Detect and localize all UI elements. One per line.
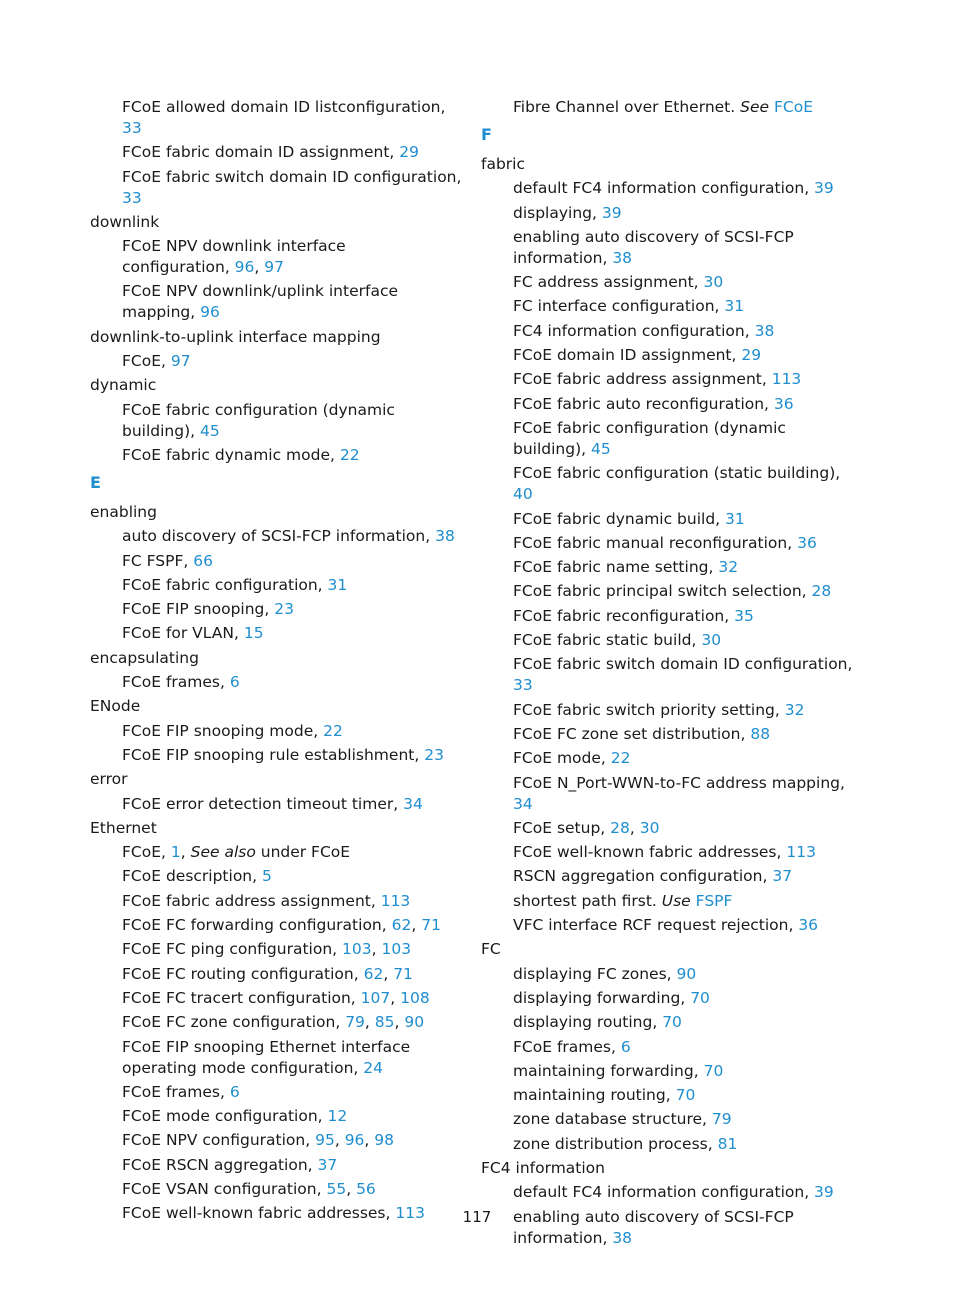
index-subentry: [513, 1061, 861, 1082]
index-term: [90, 696, 470, 717]
entry-text: ,: [383, 964, 394, 983]
index-subentry: [122, 526, 470, 547]
entry-text: displaying FC zones,: [513, 964, 677, 983]
entry-text: RSCN aggregation configuration,: [513, 867, 773, 886]
page-reference-link[interactable]: 36: [797, 533, 817, 552]
page-reference-link[interactable]: 45: [199, 421, 220, 440]
entry-text: enabling: [90, 502, 157, 521]
entry-text: zone distribution process,: [513, 1134, 718, 1153]
index-subentry: [513, 654, 861, 696]
entry-text: FCoE fabric switch domain ID configuration,: [122, 167, 462, 186]
page-reference-link[interactable]: 33: [513, 676, 533, 695]
index-subentry: [513, 915, 861, 936]
entry-text: FCoE well-known fabric addresses,: [513, 843, 787, 862]
page-reference-link[interactable]: 96: [234, 258, 255, 277]
page-reference-link[interactable]: 36: [773, 394, 794, 413]
page-reference-link[interactable]: 113: [771, 370, 802, 389]
entry-text: FCoE fabric address assignment,: [122, 891, 381, 910]
entry-text: FC: [481, 940, 501, 959]
page-reference-link[interactable]: 103: [381, 940, 412, 959]
page-reference-link[interactable]: 70: [675, 1086, 696, 1105]
page-reference-link[interactable]: 113: [786, 843, 816, 862]
page-reference-link[interactable]: 79: [345, 1013, 365, 1032]
index-subentry: [513, 866, 861, 887]
index-subentry: [122, 281, 452, 323]
entry-text: FCoE frames,: [122, 673, 230, 692]
index-subentry: [513, 1134, 861, 1155]
index-subentry: [513, 606, 861, 627]
entry-text: FCoE NPV configuration,: [122, 1131, 316, 1150]
index-subentry: [513, 321, 861, 342]
page-reference-link[interactable]: 96: [200, 303, 220, 322]
page-reference-link[interactable]: 71: [421, 916, 441, 935]
entry-text: FC interface configuration,: [513, 297, 725, 316]
index-subentry: [122, 794, 470, 815]
entry-text: FCoE for VLAN,: [122, 624, 244, 643]
index-subentry: [513, 178, 861, 199]
page-reference-link[interactable]: 1: [170, 843, 181, 862]
index-subentry: [513, 203, 861, 224]
index-subentry: [513, 394, 861, 415]
page-reference-link[interactable]: 45: [590, 439, 611, 458]
index-subentry: [122, 97, 470, 139]
entry-text: ENode: [90, 697, 141, 716]
index-subentry: [513, 227, 843, 269]
index-subentry: [513, 345, 861, 366]
index-subentry: [513, 630, 861, 651]
entry-text: ,: [254, 258, 265, 277]
index-subentry: [122, 445, 470, 466]
index-subentry: [513, 1037, 861, 1058]
entry-text: F: [481, 125, 492, 144]
entry-text: FCoE fabric principal switch selection,: [513, 582, 812, 601]
index-subentry: [513, 369, 861, 390]
page-reference-link[interactable]: 108: [400, 988, 430, 1007]
index-column-left: [90, 97, 470, 1228]
entry-text: encapsulating: [90, 648, 199, 667]
entry-text: Fibre Channel over Ethernet.: [513, 98, 741, 116]
index-subentry: [513, 891, 861, 912]
page-reference-link[interactable]: 70: [690, 988, 710, 1007]
index-term: [90, 502, 470, 523]
index-subentry: [122, 1130, 470, 1151]
entry-text: FCoE FIP snooping,: [122, 600, 275, 619]
page-reference-link[interactable]: 103: [342, 940, 372, 959]
entry-text: default FC4 information configuration,: [513, 179, 815, 198]
entry-text: FCoE NPV downlink interface configuration,: [122, 237, 346, 277]
page-reference-link[interactable]: 66: [193, 551, 213, 570]
index-subentry: [122, 988, 470, 1009]
entry-text: FC address assignment,: [513, 273, 704, 292]
entry-text: FCoE error detection timeout timer,: [122, 794, 404, 813]
page-reference-link[interactable]: 28: [610, 818, 630, 837]
index-subentry: [513, 1085, 861, 1106]
page-reference-link[interactable]: 81: [717, 1134, 738, 1153]
index-subentry: [513, 296, 861, 317]
index-subentry: [513, 97, 861, 118]
page-reference-link[interactable]: 79: [711, 1110, 732, 1129]
entry-text: auto discovery of SCSI-FCP information,: [122, 527, 436, 546]
index-subentry: [122, 915, 470, 936]
entry-text: enabling auto discovery of SCSI-FCP information,: [513, 227, 794, 267]
page-reference-link[interactable]: 38: [612, 1228, 633, 1247]
index-term: [90, 327, 470, 348]
entry-text: ,: [411, 916, 422, 935]
index-subentry: [122, 236, 452, 278]
entry-text: downlink: [90, 212, 160, 231]
entry-text: fabric: [481, 155, 525, 173]
page-reference-link[interactable]: 22: [610, 749, 631, 768]
entry-text: FCoE fabric switch priority setting,: [513, 700, 785, 719]
page-reference-link[interactable]: 88: [750, 724, 771, 743]
entry-text: FCoE FC forwarding configuration,: [122, 916, 392, 935]
entry-text: FCoE FC zone set distribution,: [513, 724, 751, 743]
entry-text: displaying forwarding,: [513, 988, 691, 1007]
page-reference-link[interactable]: 6: [620, 1037, 631, 1056]
page-reference-link[interactable]: 38: [754, 321, 775, 340]
entry-text: ,: [180, 843, 191, 862]
entry-text: FCoE fabric dynamic mode,: [122, 445, 340, 464]
entry-text: FCoE fabric domain ID assignment,: [122, 143, 400, 162]
index-column-right: [481, 97, 861, 1252]
entry-text: E: [90, 472, 101, 492]
entry-text: FC4 information: [481, 1158, 605, 1177]
entry-text: FCoE fabric switch domain ID configuration,: [513, 655, 853, 674]
entry-text: FCoE,: [122, 843, 171, 862]
index-subentry: [513, 272, 861, 293]
index-subentry: [122, 351, 470, 372]
page-reference-link[interactable]: 32: [718, 558, 739, 577]
index-subentry: [122, 964, 470, 985]
entry-text: FCoE mode,: [513, 749, 611, 768]
index-subentry: [513, 1182, 861, 1203]
page-reference-link[interactable]: 30: [639, 818, 660, 837]
index-subentry: [513, 988, 861, 1009]
index-subentry: [513, 773, 861, 815]
page-reference-link[interactable]: 36: [798, 916, 819, 935]
index-subentry: [513, 557, 861, 578]
page-reference-link[interactable]: 85: [374, 1013, 395, 1032]
page-reference-link[interactable]: 39: [814, 179, 834, 198]
page-reference-link[interactable]: 70: [703, 1061, 724, 1080]
entry-text: FCoE fabric name setting,: [513, 558, 719, 577]
entry-text: FCoE FIP snooping mode,: [122, 721, 324, 740]
page-reference-link[interactable]: 32: [784, 700, 805, 719]
index-subentry: [122, 842, 470, 863]
page-reference-link[interactable]: 28: [811, 582, 832, 601]
page-reference-link[interactable]: 34: [513, 794, 533, 813]
entry-text: VFC interface RCF request rejection,: [513, 916, 799, 935]
index-subentry: [122, 939, 470, 960]
section-letter: [90, 472, 470, 493]
index-subentry: [513, 1109, 861, 1130]
index-subentry: [513, 724, 861, 745]
page-reference-link[interactable]: 22: [323, 721, 343, 740]
page-reference-link[interactable]: 23: [424, 745, 444, 764]
index-subentry: [513, 964, 861, 985]
entry-text: error: [90, 770, 128, 789]
entry-text: FCoE fabric configuration (dynamic building),: [513, 418, 786, 458]
page-reference-link[interactable]: 113: [395, 1204, 425, 1223]
index-subentry: [513, 700, 861, 721]
entry-text: ,: [371, 940, 382, 959]
page-reference-link[interactable]: 71: [393, 964, 413, 983]
page-reference-link[interactable]: 38: [612, 248, 633, 267]
cross-reference-label: Use: [661, 891, 691, 910]
entry-text: FCoE FIP snooping Ethernet interface operating mode configuration,: [122, 1037, 411, 1077]
page-reference-link[interactable]: 70: [662, 1013, 682, 1032]
page-reference-link[interactable]: 62: [363, 964, 384, 983]
index-subentry: [513, 818, 861, 839]
entry-text: FCoE FIP snooping rule establishment,: [122, 745, 425, 764]
entry-text: zone database structure,: [513, 1110, 712, 1129]
page-reference-link[interactable]: 30: [701, 631, 722, 650]
page-reference-link[interactable]: 56: [356, 1179, 376, 1198]
page-reference-link[interactable]: 90: [404, 1013, 425, 1032]
entry-text: FCoE FC ping configuration,: [122, 940, 343, 959]
page-reference-link[interactable]: 15: [243, 624, 264, 643]
entry-text: ,: [629, 818, 640, 837]
page-reference-link[interactable]: 34: [403, 794, 423, 813]
entry-text: downlink-to-uplink interface mapping: [90, 327, 381, 346]
entry-text: ,: [334, 1131, 345, 1150]
index-subentry: [513, 748, 861, 769]
index-subentry: [122, 1082, 470, 1103]
index-term: [90, 818, 470, 839]
entry-text: FCoE mode configuration,: [122, 1107, 328, 1126]
page-reference-link[interactable]: 35: [734, 606, 754, 625]
page-reference-link[interactable]: 31: [724, 297, 745, 316]
page-reference-link[interactable]: 107: [360, 988, 391, 1007]
index-subentry: [122, 400, 452, 442]
entry-text: ,: [346, 1179, 357, 1198]
entry-text: FCoE fabric configuration (static building),: [513, 464, 841, 483]
index-term: [481, 154, 861, 175]
index-subentry: [122, 866, 470, 887]
entry-text: enabling auto discovery of SCSI-FCP information,: [513, 1207, 794, 1247]
entry-text: FC4 information configuration,: [513, 321, 755, 340]
page-reference-link[interactable]: 40: [513, 485, 533, 504]
entry-text: FCoE FC zone configuration,: [122, 1013, 346, 1032]
page-reference-link[interactable]: 24: [363, 1058, 383, 1077]
index-subentry: [122, 142, 470, 163]
index-subentry: [122, 745, 470, 766]
index-subentry: [513, 418, 861, 460]
page-reference-link[interactable]: FSPF: [695, 891, 733, 910]
page-reference-link[interactable]: FCoE: [773, 98, 813, 116]
entry-text: FCoE description,: [122, 867, 262, 886]
entry-text: FCoE RSCN aggregation,: [122, 1155, 318, 1174]
page-reference-link[interactable]: 30: [703, 273, 724, 292]
index-subentry: [513, 842, 861, 863]
page-reference-link[interactable]: 33: [122, 188, 142, 207]
page-reference-link[interactable]: 38: [435, 527, 455, 546]
entry-text: ,: [364, 1131, 375, 1150]
entry-text: FCoE fabric dynamic build,: [513, 509, 726, 528]
entry-text: displaying routing,: [513, 1013, 663, 1032]
entry-text: FCoE domain ID assignment,: [513, 346, 742, 365]
entry-text: dynamic: [90, 376, 157, 395]
index-subentry: [513, 463, 861, 505]
index-term: [481, 939, 861, 960]
page-reference-link[interactable]: 39: [814, 1183, 834, 1202]
page-reference-link[interactable]: 113: [380, 891, 411, 910]
page-reference-link[interactable]: 23: [274, 600, 294, 619]
page-reference-link[interactable]: 22: [339, 445, 360, 464]
entry-text: FCoE fabric address assignment,: [513, 370, 772, 389]
index-term: [481, 1158, 861, 1179]
page-reference-link[interactable]: 31: [725, 509, 745, 528]
entry-text: FCoE setup,: [513, 818, 611, 837]
page-reference-link[interactable]: 98: [374, 1131, 395, 1150]
entry-text: maintaining routing,: [513, 1086, 676, 1105]
index-subentry: [122, 672, 470, 693]
page-reference-link[interactable]: 90: [676, 964, 697, 983]
index-subentry: [513, 533, 861, 554]
index-subentry: [122, 891, 470, 912]
page-reference-link[interactable]: 95: [315, 1131, 335, 1150]
page-reference-link[interactable]: 6: [229, 673, 240, 692]
entry-text: FCoE NPV downlink/uplink interface mapping,: [122, 282, 399, 322]
index-subentry: [122, 1037, 452, 1079]
page-reference-link[interactable]: 96: [344, 1131, 365, 1150]
entry-text: default FC4 information configuration,: [513, 1183, 815, 1202]
index-subentry: [122, 623, 470, 644]
cross-reference-label: See: [740, 98, 770, 116]
entry-text: shortest path first.: [513, 891, 662, 910]
entry-text: FCoE fabric configuration,: [122, 575, 328, 594]
entry-text: FCoE N_Port-WWN-to-FC address mapping,: [513, 773, 845, 792]
page-reference-link[interactable]: 39: [601, 203, 622, 222]
entry-text: FCoE frames,: [513, 1037, 621, 1056]
index-term: [90, 769, 470, 790]
entry-text: FCoE allowed domain ID listconfiguration,: [122, 98, 446, 116]
entry-text: ,: [394, 1013, 405, 1032]
page-reference-link[interactable]: 6: [229, 1082, 240, 1101]
entry-text: FCoE fabric configuration (dynamic building),: [122, 400, 395, 440]
entry-text: FCoE well-known fabric addresses,: [122, 1204, 396, 1223]
index-subentry: [513, 1012, 861, 1033]
index-subentry: [122, 721, 470, 742]
entry-text: ,: [364, 1013, 375, 1032]
page-reference-link[interactable]: 33: [122, 119, 142, 137]
entry-text: under FCoE: [255, 843, 351, 862]
page-reference-link[interactable]: 55: [326, 1179, 347, 1198]
index-subentry: [122, 575, 470, 596]
page-reference-link[interactable]: 29: [399, 143, 420, 162]
entry-text: FCoE FC routing configuration,: [122, 964, 364, 983]
cross-reference-label: See also: [190, 843, 256, 862]
page-reference-link[interactable]: 37: [772, 867, 793, 886]
index-subentry: [122, 551, 470, 572]
index-subentry: [122, 1012, 470, 1033]
entry-text: FCoE fabric auto reconfiguration,: [513, 394, 774, 413]
section-letter: [481, 124, 861, 145]
page-reference-link[interactable]: 62: [391, 916, 412, 935]
entry-text: FCoE fabric static build,: [513, 631, 702, 650]
entry-text: maintaining forwarding,: [513, 1061, 704, 1080]
index-subentry: [513, 509, 861, 530]
page-reference-link[interactable]: 97: [170, 352, 191, 371]
entry-text: displaying,: [513, 203, 602, 222]
index-subentry: [122, 1106, 470, 1127]
page-number: 117: [462, 1208, 492, 1226]
entry-text: ,: [390, 988, 401, 1007]
entry-text: FCoE fabric reconfiguration,: [513, 606, 735, 625]
entry-text: FCoE VSAN configuration,: [122, 1179, 327, 1198]
index-subentry: [122, 1179, 470, 1200]
entry-text: FCoE frames,: [122, 1082, 230, 1101]
page-reference-link[interactable]: 31: [327, 575, 348, 594]
index-subentry: [122, 599, 470, 620]
page-reference-link[interactable]: 97: [264, 258, 284, 277]
page-reference-link[interactable]: 29: [741, 346, 762, 365]
page-reference-link[interactable]: 12: [327, 1107, 348, 1126]
index-term: [90, 212, 470, 233]
index-term: [90, 375, 470, 396]
entry-text: FC FSPF,: [122, 551, 194, 570]
entry-text: FCoE,: [122, 352, 171, 371]
index-subentry: [122, 167, 470, 209]
entry-text: FCoE FC tracert configuration,: [122, 988, 361, 1007]
index-term: [90, 648, 470, 669]
index-subentry: [513, 581, 861, 602]
index-subentry: [122, 1155, 470, 1176]
entry-text: Ethernet: [90, 818, 157, 837]
page-reference-link[interactable]: 37: [317, 1155, 338, 1174]
page-reference-link[interactable]: 5: [261, 867, 272, 886]
entry-text: FCoE fabric manual reconfiguration,: [513, 533, 798, 552]
